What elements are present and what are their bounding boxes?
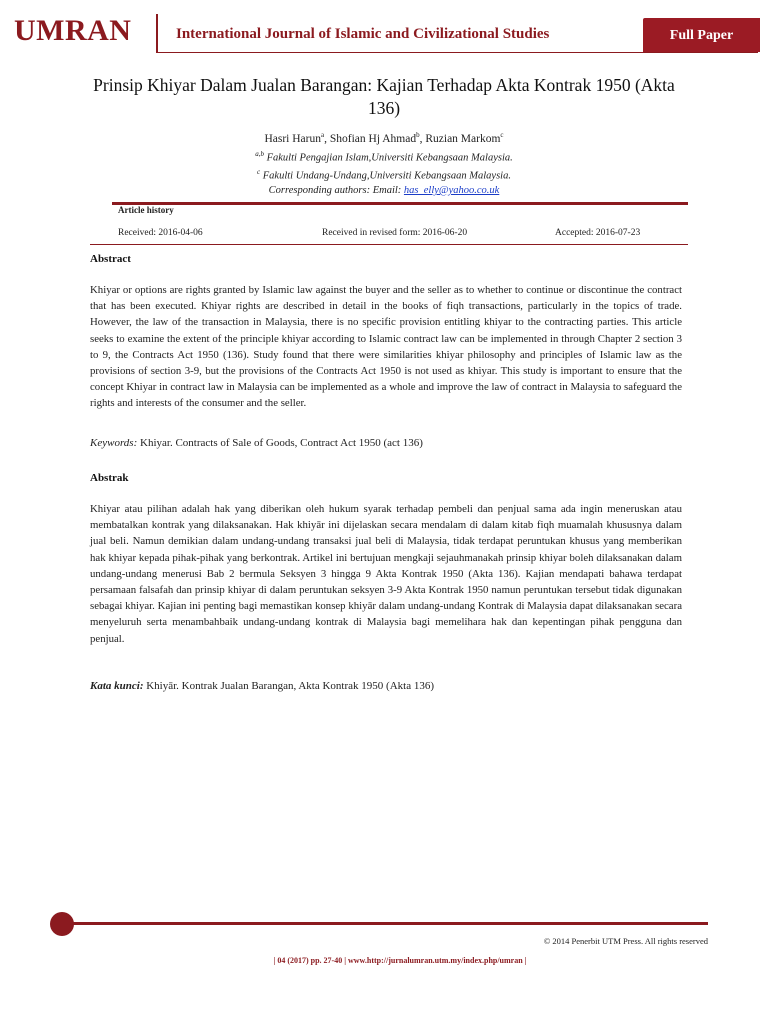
affiliation-1 <box>90 147 678 166</box>
abstrak-heading: Abstrak <box>90 472 129 484</box>
email-link[interactable]: has_elly@yahoo.co.uk <box>403 184 500 196</box>
journal-logo: UMRAN <box>14 14 132 47</box>
paper-title: Prinsip Khiyar Dalam Jualan Barangan: Kajian Terhadap Akta Kontrak 1950 (Akta 136) <box>93 75 675 118</box>
affiliation-2 <box>90 165 678 184</box>
author-sup: c <box>500 131 504 139</box>
abstract-heading: Abstract <box>90 253 131 265</box>
author-name: Hasri Harun <box>264 132 321 145</box>
footer-dot <box>50 912 74 936</box>
author-name: Ruzian Markom <box>425 132 501 145</box>
kata-kunci-label: Kata kunci: <box>90 680 144 692</box>
author-name: Shofian Hj Ahmad <box>329 132 417 145</box>
header-rule <box>156 52 758 53</box>
keywords-label: Keywords: <box>90 437 138 449</box>
author-sup: b <box>416 131 420 139</box>
keywords-line <box>90 437 682 449</box>
revised-date: Received in revised form: 2016-06-20 <box>322 228 468 238</box>
article-history-heading: Article history <box>118 205 174 215</box>
journal-name: International Journal of Islamic and Civilizational Studies <box>176 26 550 42</box>
paper-type-badge: Full Paper <box>643 18 760 52</box>
author-block <box>90 128 678 198</box>
author-line: Hasri Harun$^a$, Shofian Hj Ahmad$^b$, Ruzian Markom$^c$ <box>264 131 504 145</box>
abstrak-body: Khiyar atau pilihan adalah hak yang diberikan oleh hukum syarak terhadap pembeli dan penjual sama ada ingin meneruskan atau membatalkan kontrak yang dilaksanakan. Hak khiyār ini dijelaskan secara mendalam di dalam kitab fiqh muamalah khususnya dalam jual beli. Namun demikian dalam undang-undang transaksi jual beli di Malaysia, tidak terdapat peruntukan khusus yang memberikan hak khiyar kepada pihak-pihak yang berkontrak. Artikel ini bertujuan mengkaji sejauhmanakah prinsip khiyar boleh dilaksanakan dalam undang-undang menerusi Bab 2 bermula Seksyen 3 hingga 9 Akta Kontrak 1950 (Akta 136). Kajian mendapati bahawa terdapat persamaan falsafah dan prinsip khiyar di dalam peruntukan seksyen 3-9 Akta Kontrak 1950 namun peruntukan tersebut tidak digunakan sebagai khiyar. Kajian ini penting bagi memastikan konsep khiyār dalam undang-undang Kontrak di Malaysia dapat dilaksanakan secara menyeluruh serta menambahbaik undang-undang kontrak di Malaysia bagi memelihara hak dan kepentingan pihak pengguna dan penjual. <box>90 503 682 645</box>
keywords-text: Khiyar. Contracts of Sale of Goods, Contract Act 1950 (act 136) <box>140 437 423 449</box>
accepted-date: Accepted: 2016-07-23 <box>555 228 641 238</box>
affiliation-text: Fakulti Undang-Undang,Universiti Kebangsaan Malaysia. <box>262 170 511 182</box>
affiliation-sup: c <box>257 168 261 177</box>
author-sup: a <box>321 131 325 139</box>
kata-kunci-line <box>90 680 682 692</box>
copyright-text: © 2014 Penerbit UTM Press. All rights reserved <box>543 936 708 946</box>
citation-line: | 04 (2017) pp. 27-40 | www.http://jurnalumran.utm.my/index.php/umran | <box>273 956 527 965</box>
history-top-rule <box>112 202 688 205</box>
footer-rule <box>62 922 708 925</box>
history-bottom-rule <box>90 244 688 245</box>
affiliation-text: Fakulti Pengajian Islam,Universiti Kebangsaan Malaysia. <box>266 152 513 164</box>
header-divider <box>156 14 158 52</box>
corresponding-label: Corresponding authors: Email: <box>268 184 402 196</box>
abstract-body: Khiyar or options are rights granted by Islamic law against the buyer and the seller as to whether to continue or discontinue the contract that has been executed. Khiyar rights are described in detail in the books of fiqh transactions, particularly in the topics of trade. However, the law of the transaction in Malaysia, there is no specific provision entitling khiyar to the contracting parties. This article seeks to examine the extent of the principle khiyar according to Islamic contract law can be implemented in through Chapter 2 section 3 to 9, the Contracts Act 1950 (136). Study found that there were similarities khiyar philosophy and principles of Islamic law as the provisions of section 3-9, but the provisions of the Contracts Act 1950 is not used as khiyar. This study is important to ensure that the concept Khiyar in contract law in Malaysia can be implemented as a whole and improve the law of contract in Malaysia to safeguard the rights and interests of the consumer and the seller. <box>90 284 682 410</box>
affiliation-sup: a,b <box>255 149 264 158</box>
corresponding-author <box>90 184 678 198</box>
received-date: Received: 2016-04-06 <box>118 228 203 238</box>
kata-kunci-text: Khiyār. Kontrak Jualan Barangan, Akta Kontrak 1950 (Akta 136) <box>146 680 434 692</box>
